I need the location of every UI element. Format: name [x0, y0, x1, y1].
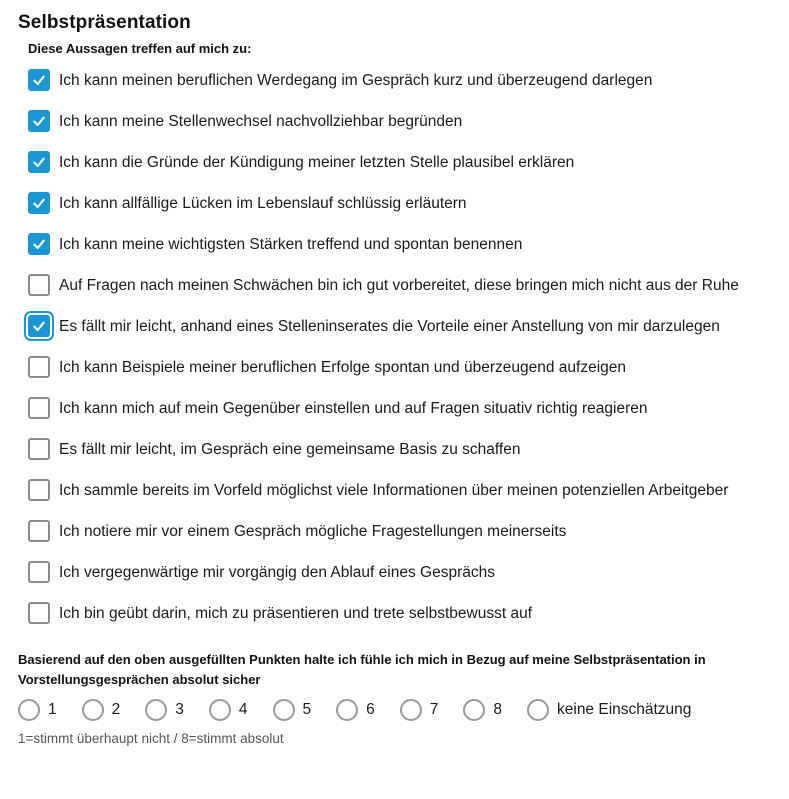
- statement-label[interactable]: Ich bin geübt darin, mich zu präsentieren und trete selbstbewusst auf: [59, 605, 533, 622]
- checklist-item: [28, 602, 771, 626]
- checklist-item: [28, 315, 771, 339]
- statement-checkbox[interactable]: [28, 110, 50, 132]
- radio-button[interactable]: [82, 699, 104, 721]
- statement-checkbox[interactable]: [28, 438, 50, 460]
- statement-checkbox[interactable]: [28, 561, 50, 583]
- radio-label[interactable]: 4: [238, 701, 248, 718]
- checklist-item: [28, 192, 771, 216]
- checklist-item: [28, 397, 771, 421]
- statement-label[interactable]: Ich vergegenwärtige mir vorgängig den Ablauf eines Gesprächs: [59, 564, 495, 581]
- radio-button[interactable]: [400, 699, 422, 721]
- rating-question: Basierend auf den oben ausgefüllten Punkten halte ich fühle ich mich in Bezug auf meine Selbstpräsentation in Vorstellungsgesprächen absolut sicher: [18, 652, 706, 687]
- checklist-item: [28, 438, 771, 462]
- checklist-item: [28, 274, 771, 298]
- rating-option: [463, 699, 502, 721]
- self-presentation-form: [18, 12, 771, 746]
- rating-option: [336, 699, 375, 721]
- statement-checkbox[interactable]: [28, 520, 50, 542]
- statement-checkbox[interactable]: [28, 274, 50, 296]
- rating-scale: [18, 699, 771, 721]
- statement-label[interactable]: Ich kann allfällige Lücken im Lebenslauf schlüssig erläutern: [59, 195, 467, 212]
- statement-label[interactable]: Es fällt mir leicht, anhand eines Stelleninserates die Vorteile einer Anstellung von mir darzulegen: [59, 318, 720, 335]
- statement-label[interactable]: Es fällt mir leicht, im Gespräch eine gemeinsame Basis zu schaffen: [59, 441, 521, 458]
- checklist-item: [28, 561, 771, 585]
- radio-label[interactable]: keine Einschätzung: [557, 701, 692, 718]
- rating-option: [527, 699, 691, 721]
- checklist-item: [28, 520, 771, 544]
- rating-option: [273, 699, 312, 721]
- radio-label[interactable]: 7: [429, 701, 439, 718]
- radio-button[interactable]: [145, 699, 167, 721]
- radio-button[interactable]: [18, 699, 40, 721]
- statement-label[interactable]: Ich kann mich auf mein Gegenüber einstellen und auf Fragen situativ richtig reagieren: [59, 400, 648, 417]
- check-icon: [31, 154, 47, 170]
- statement-label[interactable]: Auf Fragen nach meinen Schwächen bin ich gut vorbereitet, diese bringen mich nicht aus der Ruhe: [59, 277, 739, 294]
- radio-label[interactable]: 1: [48, 701, 57, 718]
- statements-checklist: [28, 69, 771, 626]
- check-icon: [31, 72, 47, 88]
- statement-label[interactable]: Ich notiere mir vor einem Gespräch mögliche Fragestellungen meinerseits: [59, 523, 567, 540]
- statement-checkbox[interactable]: [28, 315, 50, 337]
- check-icon: [31, 318, 47, 334]
- statement-label[interactable]: Ich sammle bereits im Vorfeld möglichst viele Informationen über meinen potenziellen Arbeitgeber: [59, 482, 729, 499]
- checklist-item: [28, 479, 771, 503]
- check-icon: [31, 236, 47, 252]
- page-title: Selbstpräsentation: [18, 12, 191, 33]
- rating-option: [400, 699, 439, 721]
- radio-button[interactable]: [336, 699, 358, 721]
- statement-checkbox[interactable]: [28, 397, 50, 419]
- statement-checkbox[interactable]: [28, 602, 50, 624]
- rating-option: [145, 699, 184, 721]
- check-icon: [31, 195, 47, 211]
- radio-button[interactable]: [527, 699, 549, 721]
- radio-label[interactable]: 5: [302, 701, 312, 718]
- statement-label[interactable]: Ich kann meinen beruflichen Werdegang im Gespräch kurz und überzeugend darlegen: [59, 72, 653, 89]
- radio-label[interactable]: 6: [366, 701, 375, 718]
- statement-label[interactable]: Ich kann meine Stellenwechsel nachvollziehbar begründen: [59, 113, 463, 130]
- radio-button[interactable]: [463, 699, 485, 721]
- statement-checkbox[interactable]: [28, 479, 50, 501]
- check-icon: [31, 113, 47, 129]
- statement-label[interactable]: Ich kann meine wichtigsten Stärken treffend und spontan benennen: [59, 236, 523, 253]
- statement-label[interactable]: Ich kann Beispiele meiner beruflichen Erfolge spontan und überzeugend aufzeigen: [59, 359, 626, 376]
- scale-legend: 1=stimmt überhaupt nicht / 8=stimmt absolut: [18, 731, 284, 746]
- statement-checkbox[interactable]: [28, 69, 50, 91]
- statement-checkbox[interactable]: [28, 192, 50, 214]
- rating-option: [82, 699, 121, 721]
- rating-option: [209, 699, 248, 721]
- checklist-item: [28, 356, 771, 380]
- checklist-item: [28, 110, 771, 134]
- section-subtitle: Diese Aussagen treffen auf mich zu:: [28, 41, 252, 56]
- radio-button[interactable]: [209, 699, 231, 721]
- checklist-item: [28, 233, 771, 257]
- statement-label[interactable]: Ich kann die Gründe der Kündigung meiner letzten Stelle plausibel erklären: [59, 154, 575, 171]
- rating-option: [18, 699, 57, 721]
- radio-label[interactable]: 8: [493, 701, 502, 718]
- statement-checkbox[interactable]: [28, 151, 50, 173]
- radio-label[interactable]: 2: [111, 701, 121, 718]
- radio-label[interactable]: 3: [175, 701, 184, 718]
- checklist-item: [28, 151, 771, 175]
- radio-button[interactable]: [273, 699, 295, 721]
- checklist-item: [28, 69, 771, 93]
- statement-checkbox[interactable]: [28, 356, 50, 378]
- statement-checkbox[interactable]: [28, 233, 50, 255]
